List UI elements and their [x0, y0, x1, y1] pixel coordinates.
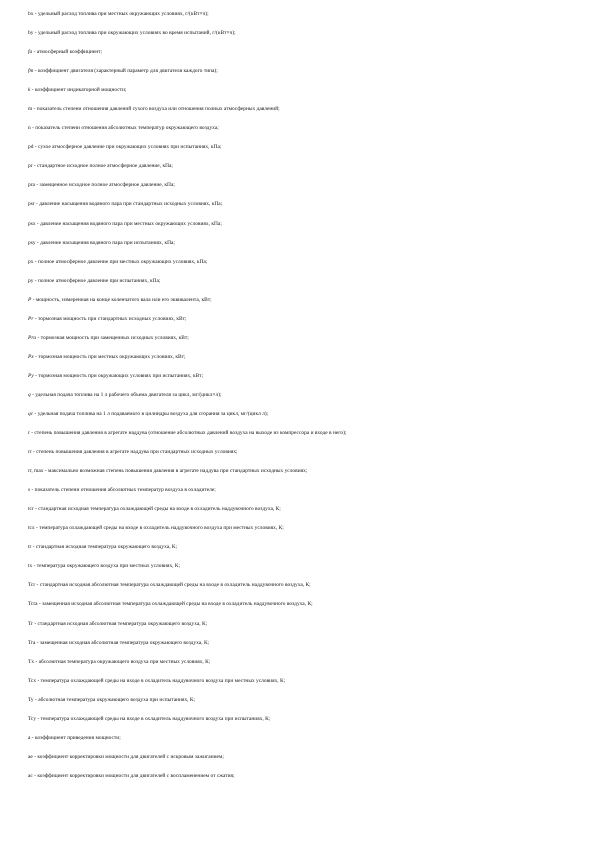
definition-text: - стандартное исходное полное атмосферное давление, кПа; [32, 163, 173, 170]
definition-line [28, 582, 585, 588]
definition-line [28, 240, 585, 246]
definition-symbol: psy [28, 239, 36, 246]
definition-symbol: Pra [28, 334, 37, 341]
definition-line [28, 316, 585, 322]
definition-text: - сухое атмосферное давление при окружающих условиях при испытаниях, кПа; [33, 144, 222, 151]
definition-text: - удельная подача топлива на 1 л рабочего объема двигателя за цикл, мг/(цикл×л); [30, 391, 222, 398]
definition-symbol: Tcra [28, 601, 38, 608]
definition-symbol: fa [28, 49, 33, 56]
definition-symbol: px [28, 258, 34, 265]
definition-symbol: Tx [28, 658, 35, 665]
definition-text: - полное атмосферное давление при местных окружающих условиях, кПа; [33, 258, 208, 265]
definition-symbol: s [28, 487, 31, 494]
definition-text: - коэффициент индикаторной мощности; [30, 87, 127, 94]
definition-text: - замещенная исходная абсолютная температура охлаждающей среды на входе в охладитель наддувочного воздуха, К; [37, 601, 313, 608]
definition-line [28, 716, 585, 722]
definition-text: - тормозная мощность при стандартных исходных условиях, кВт; [33, 315, 187, 322]
definition-line [28, 259, 585, 265]
definition-line [28, 68, 585, 74]
definition-symbol: tr [28, 544, 32, 551]
definition-symbol: Tcy [28, 715, 37, 722]
definition-text: - показатель степени отношения абсолютных температур воздуха в охладителе; [30, 487, 216, 494]
definition-line [28, 278, 585, 284]
definition-line [28, 640, 585, 646]
definition-symbol: ae [28, 753, 33, 760]
definition-line [28, 659, 585, 665]
definition-text: - коэффициент двигателя (характерный параметр для двигателя каждого типа); [33, 68, 218, 75]
definition-symbol: Ty [28, 696, 34, 703]
definition-text: - температура охлаждающей среды на входе в охладитель наддувочного воздуха при местных условиях, К; [36, 677, 286, 684]
definition-line [28, 697, 585, 703]
definition-line [28, 125, 585, 131]
definition-symbol: tx [28, 563, 33, 570]
definition-line [28, 335, 585, 341]
definition-text: - замещенное исходное полное атмосферное давление, кПа; [34, 182, 175, 189]
definition-line [28, 354, 585, 360]
definition-line [28, 754, 585, 760]
definition-text: - атмосферный коэффициент; [32, 49, 103, 56]
definition-symbol: Tra [28, 639, 36, 646]
definition-text: - стандартная исходная абсолютная температура охлаждающей среды на входе в охладитель наддувочного воздуха, К; [35, 582, 311, 589]
definition-symbol: q [28, 391, 31, 398]
definition-text: - степень повышения давления в агрегате наддува при стандартных исходных условиях; [31, 449, 238, 456]
definition-line [28, 506, 585, 512]
definition-line [28, 201, 585, 207]
definition-line [28, 487, 585, 493]
definition-text: - давление насыщения водяного пара при испытаниях, кПа; [35, 239, 175, 246]
definition-line [28, 678, 585, 684]
definition-text: - замещенная исходная абсолютная температура окружающего воздуха, К; [35, 639, 210, 646]
definition-symbol: Tcr [28, 582, 36, 589]
definition-line [28, 621, 585, 627]
definition-symbol: pra [28, 182, 35, 189]
definition-line [28, 735, 585, 741]
definition-line [28, 163, 585, 169]
definition-text: - максимально возможная степень повышения давления в агрегате наддува при стандартных исходных условиях; [43, 468, 308, 475]
definition-symbol: a [28, 734, 31, 741]
definition-symbol: tcr [28, 506, 34, 513]
definition-symbol: fm [28, 68, 34, 75]
definition-line [28, 373, 585, 379]
definition-text: - степень повышения давления в агрегате наддува (отношение абсолютных давлений воздуха на выходе из компрессора и входе в него); [29, 430, 347, 437]
definition-text: - удельный расход топлива при окружающих условиях во время испытаний, г/(кВт×ч); [33, 30, 236, 37]
definition-symbol: m [28, 106, 33, 113]
definition-line [28, 87, 585, 93]
definition-symbol: Px [28, 353, 34, 360]
definition-text: - показатель степени отношения абсолютных температур окружающего воздуха; [30, 125, 219, 132]
definition-line [28, 525, 585, 531]
definition-text: - давление насыщения водяного пара при стандартных исходных условиях, кПа; [34, 201, 223, 208]
definition-symbol: psx [28, 220, 36, 227]
definition-line [28, 449, 585, 455]
definition-text: - коэффициент приведения мощности; [30, 734, 121, 741]
definition-text: - коэффициент корректировки мощности для двигателей с искровым зажиганием; [32, 753, 224, 760]
definition-line [28, 430, 585, 436]
definition-text: - мощность, измеренная на конце коленчатого вала или его эквивалента, кВт; [31, 296, 212, 303]
definition-symbol: pd [28, 144, 34, 151]
definition-symbol: ac [28, 772, 33, 779]
definition-text: - удельный расход топлива при местных окружающих условиях, г/(кВт×ч); [33, 11, 209, 17]
definition-text: - полное атмосферное давление при испытаниях, кПа; [33, 277, 161, 284]
definition-symbol: Tr [28, 620, 33, 627]
definition-line [28, 392, 585, 398]
definition-line [28, 106, 585, 112]
definition-symbol: Tcx [28, 677, 37, 684]
definition-line [28, 411, 585, 417]
definition-symbol: py [28, 277, 34, 284]
definition-text: - давление насыщения водяного пара при местных окружающих условиях, кПа; [35, 220, 222, 227]
definition-line [28, 468, 585, 474]
definition-text: - коэффициент корректировки мощности для двигателей с воспламенением от сжатия; [32, 772, 235, 779]
definition-text: - стандартная исходная абсолютная температура окружающего воздуха, К; [32, 620, 208, 627]
definition-symbol: by [28, 30, 34, 37]
definition-text: - абсолютная температура окружающего воздуха при местных условиях, К; [34, 658, 211, 665]
definition-symbol: rr [28, 449, 32, 456]
definition-line [28, 182, 585, 188]
definition-symbol: rr, max [28, 468, 44, 475]
definition-text: - температура охлаждающей среды на входе в охладитель наддувочного воздуха при местных условиях, К; [34, 525, 284, 532]
definition-text: - абсолютная температура окружающего воздуха при испытаниях, К; [33, 696, 196, 703]
definition-text: - стандартная исходная температура окружающего воздуха, К; [31, 544, 178, 551]
definition-text: - тормозная мощность при замещенных исходных условиях, кВт; [36, 334, 189, 341]
definition-symbol: Py [28, 372, 34, 379]
definition-line [28, 601, 585, 607]
definition-text: - удельная подача топлива на 1 л подаваемого в цилиндры воздуха для сгорания за цикл, мг/(цикл л); [33, 410, 269, 417]
definition-symbol: n [28, 125, 31, 132]
definition-symbol: psr [28, 201, 35, 208]
definition-line [28, 221, 585, 227]
definition-line [28, 563, 585, 569]
definition-symbol: Pr [28, 315, 34, 322]
definition-line [28, 773, 585, 779]
definition-line [28, 30, 585, 36]
definition-symbol: r [28, 430, 30, 437]
definition-line [28, 144, 585, 150]
definition-text: - стандартная исходная температура охлаждающей среды на входе в охладитель наддувочного воздуха, К; [33, 506, 281, 513]
definition-text: - температура охлаждающей среды на входе в охладитель наддувочного воздуха при испытаниях, К; [36, 715, 271, 722]
definition-text: - температура окружающего воздуха при местных условиях, К; [32, 563, 181, 570]
definition-text: - тормозная мощность при местных окружающих условиях, кВт; [33, 353, 186, 360]
definition-symbol: pr [28, 163, 33, 170]
definition-line [28, 544, 585, 550]
definition-symbol: bx [28, 11, 34, 17]
definition-text: - показатель степени отношения давлений сухого воздуха или отношения полных атмосферных давлений; [32, 106, 280, 113]
definition-line [28, 49, 585, 55]
definition-symbol: k [28, 87, 31, 94]
definition-symbol: qc [28, 410, 34, 417]
definition-line [28, 11, 585, 17]
definition-line [28, 297, 585, 303]
definition-symbol: tcx [28, 525, 35, 532]
definition-symbol: P [28, 296, 32, 303]
definition-text: - тормозная мощность при окружающих условиях при испытаниях, кВт; [33, 372, 204, 379]
